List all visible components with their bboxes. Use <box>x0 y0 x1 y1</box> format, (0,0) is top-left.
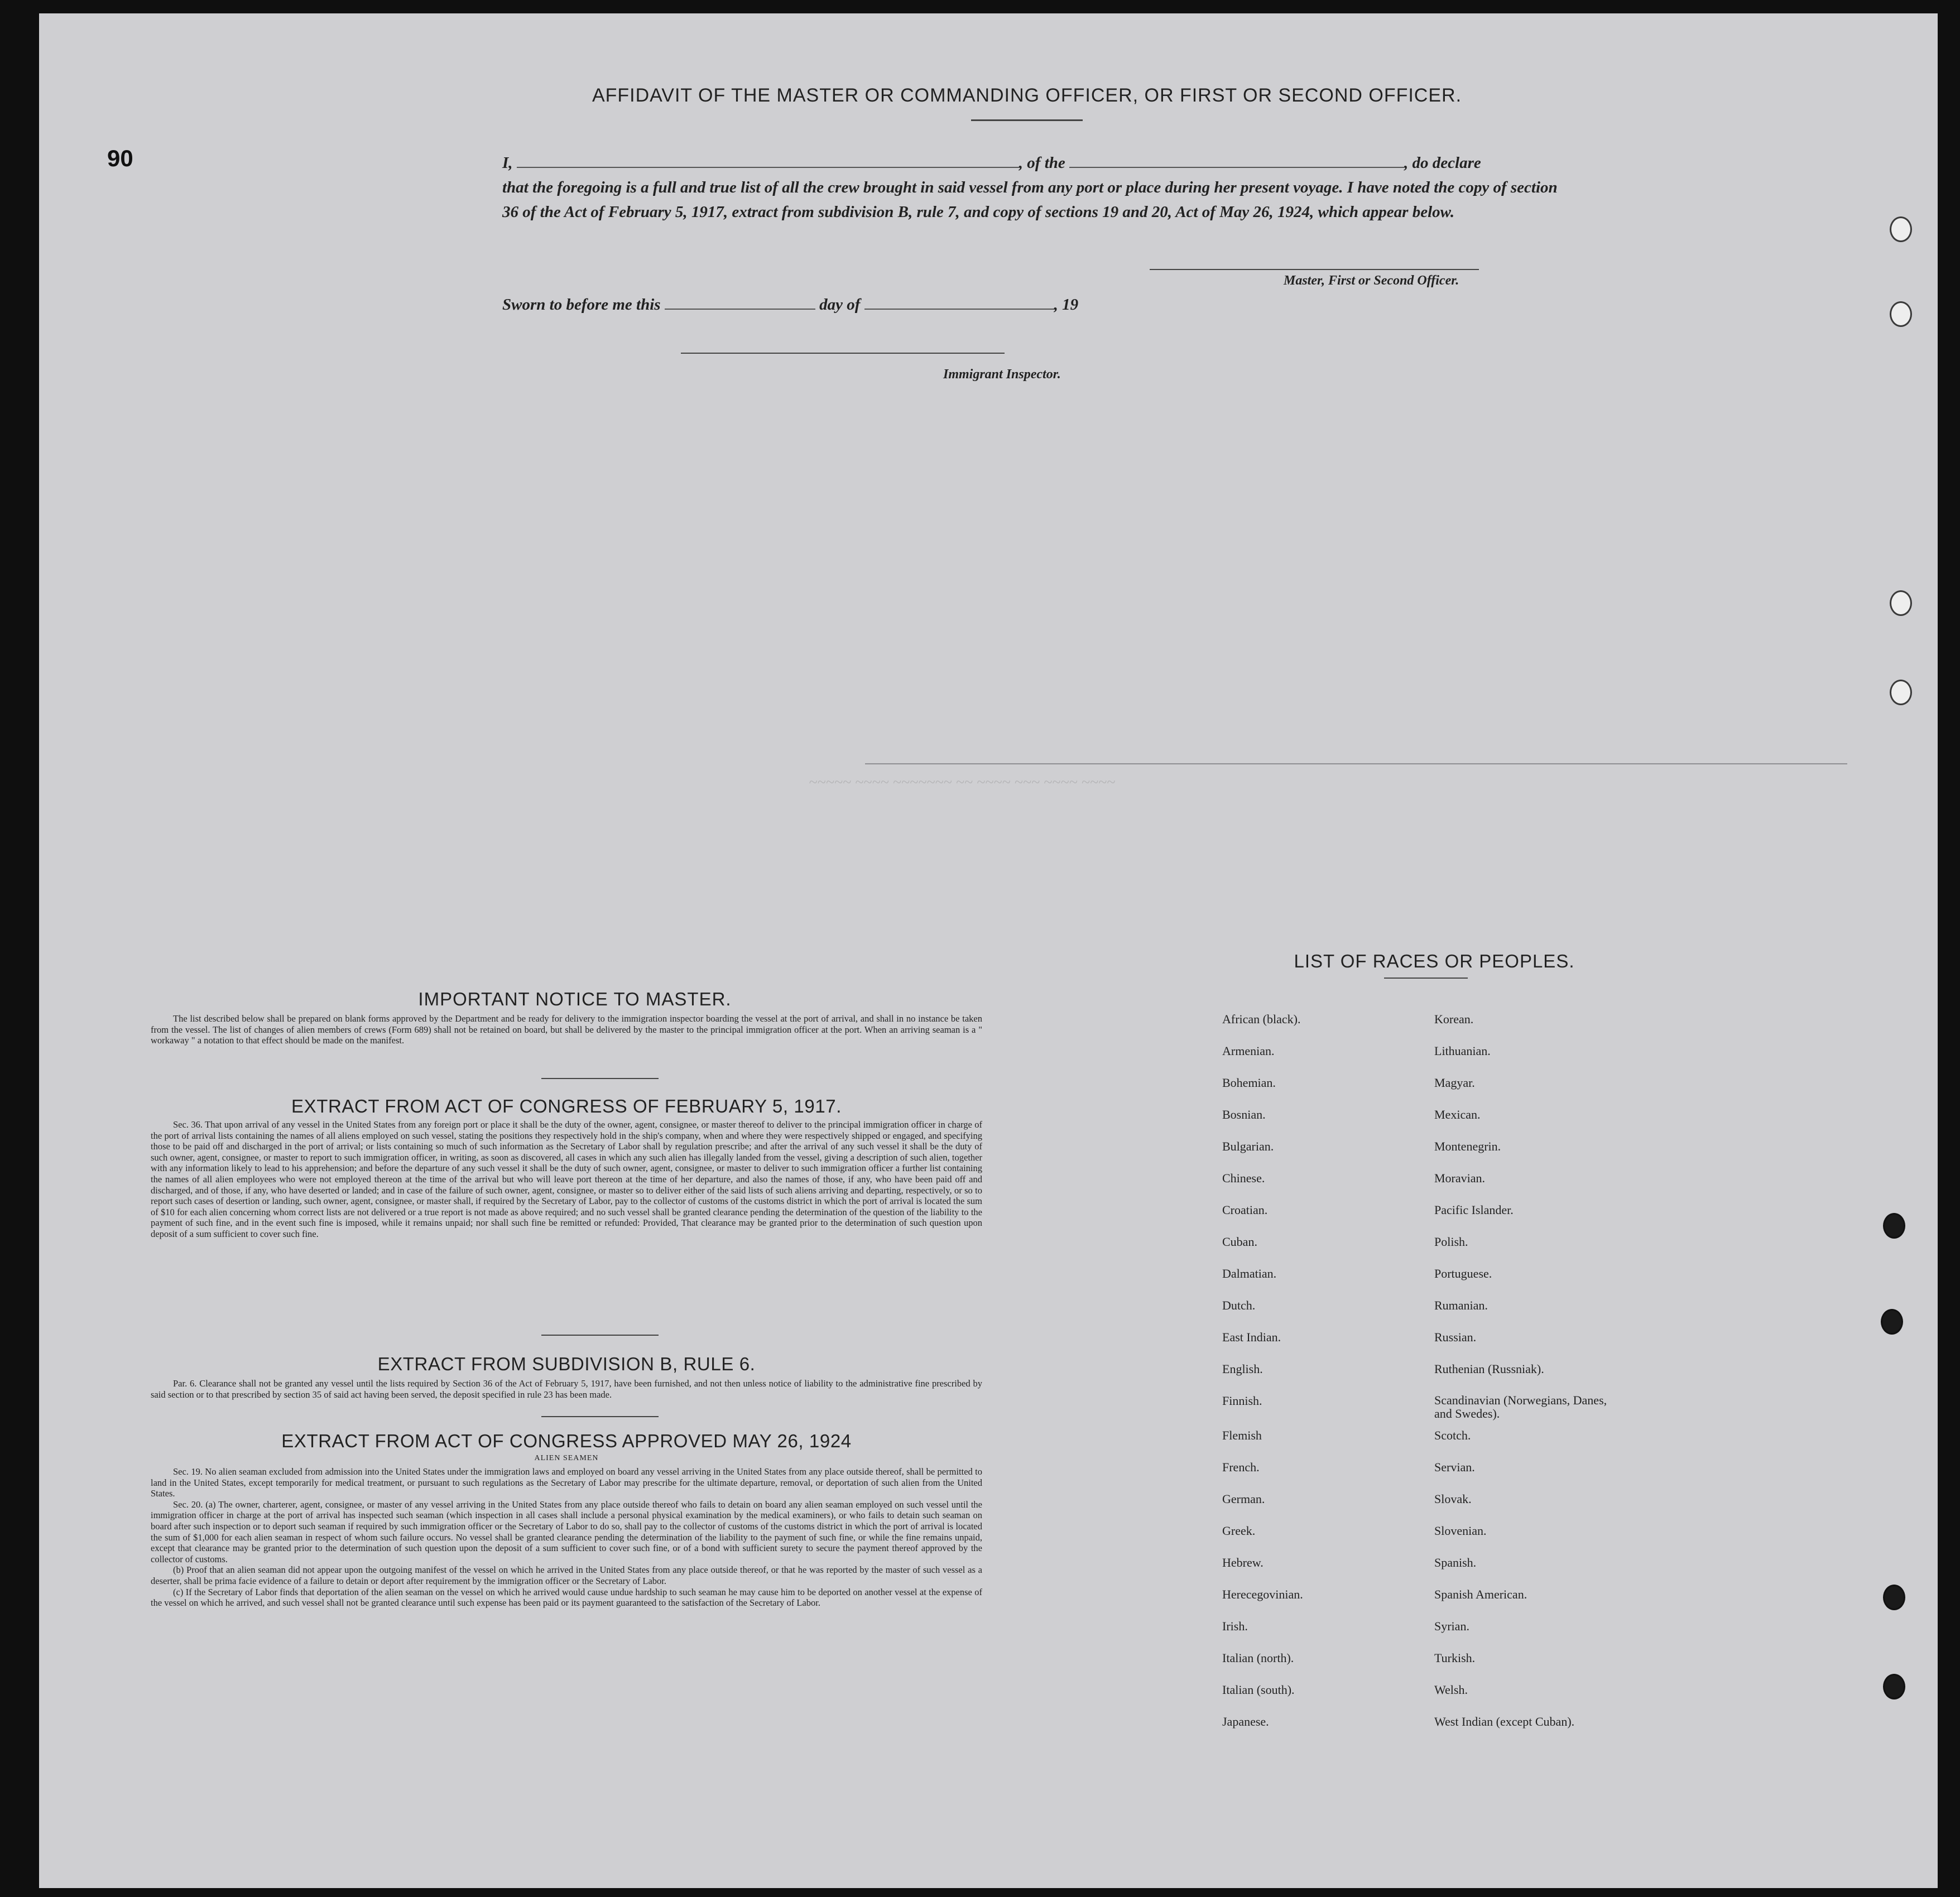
race-item: Scotch. <box>1434 1428 1471 1442</box>
sec-36-label: Sec. 36. <box>173 1119 203 1130</box>
sec-19-text: Sec. 19. No alien seaman excluded from admission into the United States under the immigration laws and employed on board any vessel arriving in the United States from any place outside thereof, shall be permitted to land in the United States, except temporarily for medical treatment, or pursuant to such regulations as the Secretary of Labor may prescribe for the ultimate departure, removal, or deportation of such alien from the United States. <box>151 1466 982 1499</box>
race-item: Polish. <box>1434 1235 1468 1249</box>
section-divider <box>865 763 1847 764</box>
declarant-name-field[interactable] <box>517 167 1019 168</box>
affidavit-declaration <box>502 151 1574 224</box>
sec-20c-text: (c) If the Secretary of Labor finds that deportation of the alien seaman on the vessel on which he arrived would cause undue hardship to such seaman he may cause him to be deported on another vessel at the expense of the vessel on which he arrived, and such vessel shall not be granted clearance until such expense has been paid or its payment guaranteed to the satisfaction of the Secretary of Labor. <box>151 1586 982 1609</box>
races-left-column <box>1222 1012 1457 1754</box>
race-item: Slovak. <box>1434 1492 1472 1506</box>
race-item: Spanish American. <box>1434 1587 1527 1601</box>
race-item: Dalmatian. <box>1222 1267 1277 1280</box>
extract-rule6-rule <box>541 1416 659 1417</box>
race-item: Spanish. <box>1434 1556 1477 1569</box>
extract-1917-rule <box>541 1335 659 1336</box>
race-item: Croatian. <box>1222 1203 1268 1217</box>
extract-rule6-text <box>151 1378 982 1400</box>
par-6-label: Par. 6. <box>173 1378 197 1389</box>
binder-hole <box>1890 590 1912 616</box>
sworn-day-field[interactable] <box>665 309 815 310</box>
race-item: East Indian. <box>1222 1330 1281 1344</box>
notice-title: IMPORTANT NOTICE TO MASTER. <box>418 989 732 1009</box>
race-item: Armenian. <box>1222 1044 1275 1058</box>
race-item: Dutch. <box>1222 1298 1256 1312</box>
binder-hole <box>1881 1309 1903 1335</box>
affidavit-of-the: , of the <box>1019 154 1065 172</box>
race-item: African (black). <box>1222 1012 1301 1026</box>
race-item: French. <box>1222 1460 1260 1474</box>
extract-1924-title: EXTRACT FROM ACT OF CONGRESS APPROVED MAY 26, 1924 <box>281 1431 852 1451</box>
extract-1917-text <box>151 1119 982 1240</box>
sworn-prefix: Sworn to before me this <box>502 296 661 314</box>
race-item: Turkish. <box>1434 1651 1476 1665</box>
races-rule <box>1384 978 1468 979</box>
sec-20b-text: (b) Proof that an alien seaman did not appear upon the outgoing manifest of the vessel on which he arrived in the United States from any place outside thereof, or that he was reported by the master of such vessel as a deserter, shall be prima facie evidence of a failure to detain or deport after requirement by the immigration officer or the Secretary of Labor. <box>151 1564 982 1586</box>
race-item: Moravian. <box>1434 1171 1486 1185</box>
race-item: Cuban. <box>1222 1235 1257 1249</box>
sworn-line <box>502 296 1078 314</box>
race-item: Mexican. <box>1434 1108 1481 1121</box>
race-item: Greek. <box>1222 1524 1256 1538</box>
race-item: English. <box>1222 1362 1263 1376</box>
inspector-label: Immigrant Inspector. <box>943 367 1061 382</box>
race-item: Montenegrin. <box>1434 1139 1501 1153</box>
race-item: Japanese. <box>1222 1715 1269 1729</box>
vessel-name-field[interactable] <box>1069 167 1404 168</box>
sworn-year-prefix: , 19 <box>1054 296 1079 314</box>
notice-rule <box>541 1078 659 1079</box>
par-6-body: Clearance shall not be granted any vessel until the lists required by Section 36 of the Act of February 5, 1917, have been furnished, and not then unless notice of liability to the administrative fine prescribed by said section or to that prescribed by section 35 of said act having been served, the deposit specified in rule 23 has been made. <box>151 1378 982 1400</box>
binder-hole <box>1890 216 1912 242</box>
binder-hole <box>1890 680 1912 705</box>
race-item: Herecegovinian. <box>1222 1587 1303 1601</box>
binder-hole <box>1883 1585 1905 1610</box>
race-item: Chinese. <box>1222 1171 1265 1185</box>
race-item: Flemish <box>1222 1428 1262 1442</box>
sec-20a-text: Sec. 20. (a) The owner, charterer, agent, consignee, or master of any vessel arriving in the United States from any place outside thereof who fails to detain on board any alien seaman employed on such vessel until the immigration officer in charge at the port of arrival has inspected such seaman (which inspection in all cases shall include a personal physical examination by the medical examiners), or who fails to detain such seaman on board after such inspection or to deport such seaman if required by such immigration officer or the Secretary of Labor to do so, shall pay to the collector of customs of the customs district in which the port of arrival is located the sum of $1,000 for each alien seaman in respect of whom such failure occurs. No vessel shall be granted clearance pending the determination of the liability to the payment of such fine, or while the fine remains unpaid, except that clearance may be granted prior to the determination of such question upon the deposit of a sum sufficient to cover such fine, or of a bond with sufficient surety to secure the payment thereof approved by the collector of customs. <box>151 1499 982 1564</box>
races-right-column <box>1434 1012 1713 1754</box>
race-item: German. <box>1222 1492 1265 1506</box>
affidavit-body: that the foregoing is a full and true list of all the crew brought in said vessel from any port or place during her present voyage. I have noted the copy of section 36 of the Act of February 5, 1917, extract from subdivision B, rule 7, and copy of sections 19 and 20, Act of May 26, 1924, which appear below. <box>502 179 1558 221</box>
affidavit-i: I, <box>502 154 513 172</box>
race-item: Lithuanian. <box>1434 1044 1491 1058</box>
signature-label: Master, First or Second Officer. <box>1284 273 1459 288</box>
binder-hole <box>1883 1674 1905 1699</box>
title-rule <box>971 119 1083 121</box>
race-item: Pacific Islander. <box>1434 1203 1514 1217</box>
sworn-day-of: day of <box>819 296 861 314</box>
affidavit-title: AFFIDAVIT OF THE MASTER OR COMMANDING OFFICER, OR FIRST OR SECOND OFFICER. <box>592 85 1462 106</box>
race-item: Syrian. <box>1434 1619 1469 1633</box>
binder-hole <box>1883 1213 1905 1239</box>
race-item: Bohemian. <box>1222 1076 1276 1090</box>
form-sheet <box>39 13 1938 1888</box>
race-item: Irish. <box>1222 1619 1248 1633</box>
extract-1917-title: EXTRACT FROM ACT OF CONGRESS OF FEBRUARY 5, 1917. <box>291 1096 842 1116</box>
race-item: Slovenian. <box>1434 1524 1487 1538</box>
inspector-signature-line[interactable] <box>681 353 1005 354</box>
race-item: Portuguese. <box>1434 1267 1492 1280</box>
extract-rule6-title: EXTRACT FROM SUBDIVISION B, RULE 6. <box>377 1354 756 1374</box>
race-item: Welsh. <box>1434 1683 1468 1697</box>
race-item: Italian (south). <box>1222 1683 1295 1697</box>
race-item: Rumanian. <box>1434 1298 1488 1312</box>
race-item: Finnish. <box>1222 1394 1262 1408</box>
race-item: Ruthenian (Russniak). <box>1434 1362 1544 1376</box>
race-item: Hebrew. <box>1222 1556 1264 1569</box>
race-item: Korean. <box>1434 1012 1474 1026</box>
race-item: Russian. <box>1434 1330 1477 1344</box>
page-number-mark: 90 <box>107 145 133 171</box>
alien-seamen-subtitle: ALIEN SEAMEN <box>534 1454 599 1462</box>
race-item: Scandinavian (Norwegians, Danes, and Swedes). <box>1434 1393 1607 1421</box>
notice-text: The list described below shall be prepared on blank forms approved by the Department and be ready for delivery to the immigration inspector boarding the vessel at the port of arrival, and shall in no instance be taken from the vessel. The list of changes of alien members of crews (Form 689) shall not be retained on board, but shall be delivered by the master to the principal immigration officer at the port. When an arriving seaman is a " workaway " a notation to that effect should be made on the manifest. <box>151 1013 982 1046</box>
race-item: Bosnian. <box>1222 1108 1266 1121</box>
race-item: Servian. <box>1434 1460 1475 1474</box>
affidavit-do-declare: , do declare <box>1404 154 1481 172</box>
bleed-through-handwriting: ~~~~ ~~~~ ~~~ ~~~~ ~~ ~~~~~~~ ~~~~ ~~~~~ <box>809 773 1116 790</box>
binder-hole <box>1890 301 1912 327</box>
race-item: Magyar. <box>1434 1076 1475 1090</box>
sec-36-body: That upon arrival of any vessel in the United States from any foreign port or place it shall be the duty of the owner, agent, consignee, or master thereof to deliver to the principal immigration officer in charge of the port of arrival lists containing the names of all aliens employed on such vessel, stating the positions they respectively hold in the ship's company, when and where they were respectively shipped or engaged, and specifying those to be paid off and discharged in the port of arrival; or lists containing so much of such information as the Secretary of Labor shall by regulation prescribe; and after the arrival of any such vessel it shall be the duty of such owner, agent, consignee, or master to report to such immigration officer, in writing, as soon as discovered, all cases in which any such alien has illegally landed from the vessel, giving a description of such alien, together with any information likely to lead to his apprehension; and before the departure of any such vessel it shall be the duty of such owner, agent, consignee, or master to deliver to such immigration officer a further list containing the names of all alien employees who were not employed thereon at the time of the arrival but who will leave port thereon at the time of her departure, and also the names of those, if any, who have been paid off and discharged, and of those, if any, who have deserted or landed; and in case of the failure of such owner, agent, consignee, or master so to deliver either of the said lists of such aliens arriving and departing, respectively, or so to report such cases of desertion or landing, such owner, agent, consignee, or master shall, if required by the Secretary of Labor, pay to the collector of customs of the customs district in which the port of arrival is located the sum of $10 for each alien concerning whom correct lists are not delivered or a true report is not made as above required; and no such vessel shall be granted clearance pending the determination of the question of the liability to the payment of such fine, and in the event such fine is imposed, while it remains unpaid; nor shall such fine be remitted or refunded: Provided, That clearance may be granted prior to the determination of such question upon deposit of a sum sufficient to cover such fine. <box>151 1119 982 1239</box>
race-item: Italian (north). <box>1222 1651 1294 1665</box>
sworn-month-field[interactable] <box>864 309 1054 310</box>
races-title: LIST OF RACES OR PEOPLES. <box>1294 951 1575 971</box>
extract-1924-text <box>151 1466 982 1609</box>
race-item: Bulgarian. <box>1222 1139 1274 1153</box>
signature-line[interactable] <box>1150 269 1479 270</box>
race-item: West Indian (except Cuban). <box>1434 1715 1575 1729</box>
